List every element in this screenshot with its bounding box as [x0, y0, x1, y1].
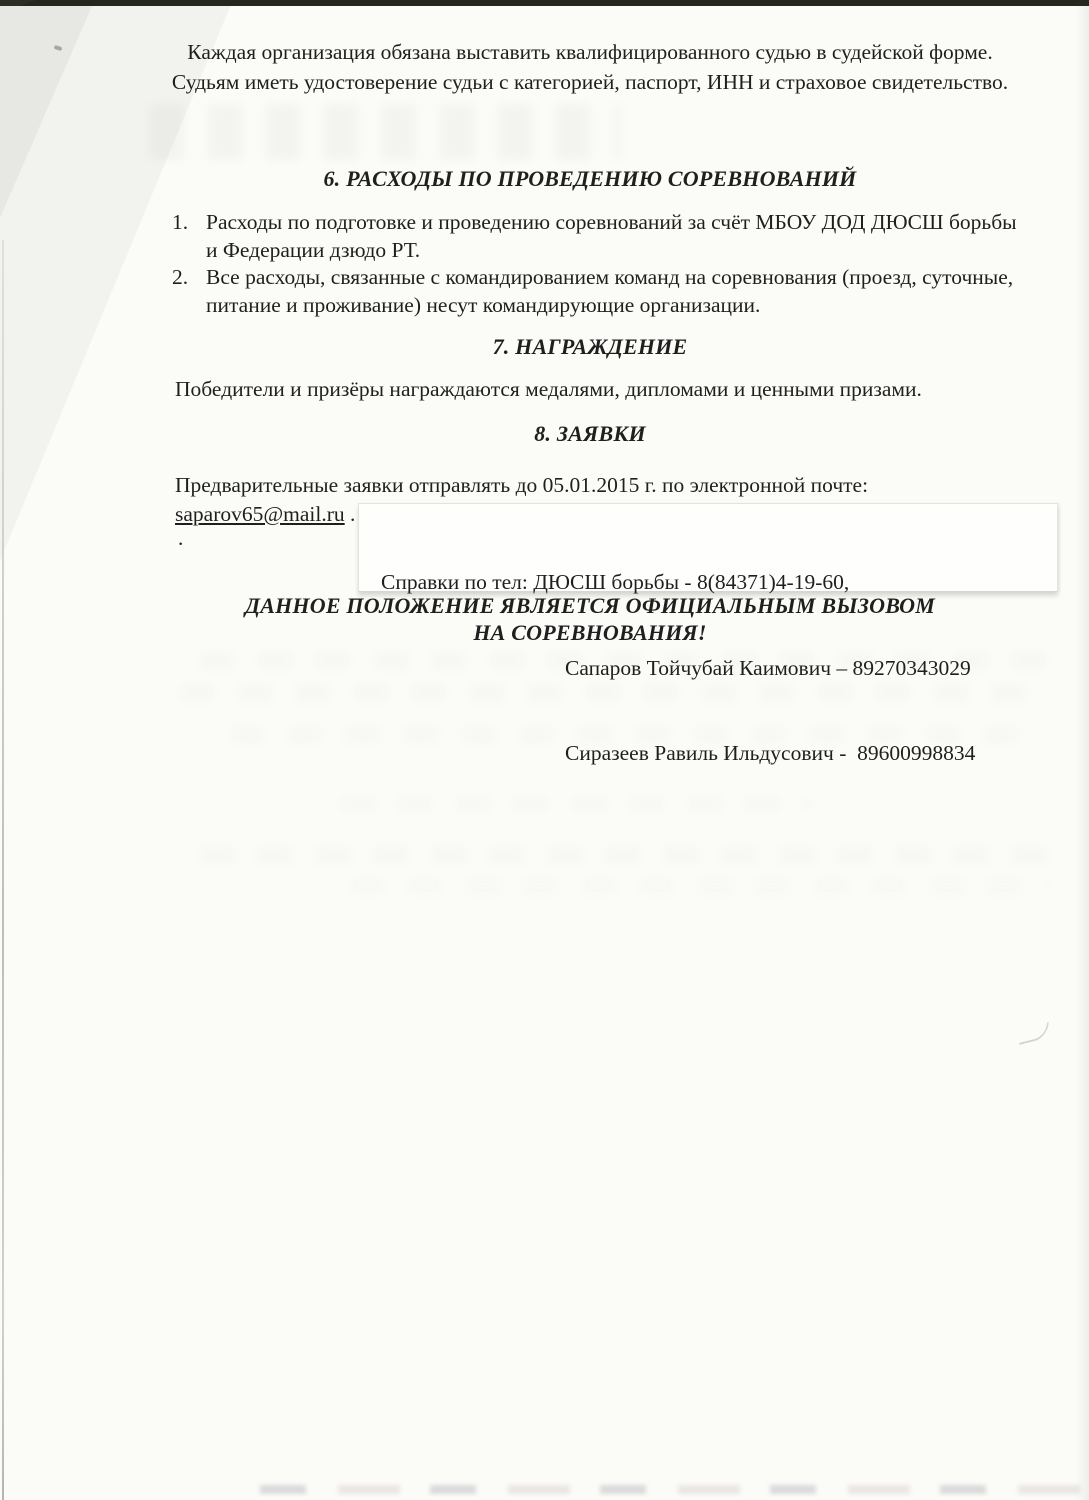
scan-bleedthrough-bottom	[260, 1485, 1083, 1494]
intro-line-2: Судьям иметь удостоверение судьи с категорией, паспорт, ИНН и страховое свидетельство.	[171, 70, 1009, 94]
list-item-text: Все расходы, связанные с командированием команд на соревнования (проезд, суточные, питание и проживание) несут командирующие организации.	[206, 265, 1014, 317]
stray-period: .	[178, 526, 184, 550]
scan-bleedthrough-artifact	[200, 846, 1050, 864]
page-edge-shading	[1075, 0, 1089, 1500]
section-8-heading: 8. ЗАЯВКИ	[534, 421, 646, 446]
scanner-edge-top	[0, 0, 1089, 6]
list-item	[172, 209, 1028, 264]
list-item-text: Расходы по подготовке и проведению соревнований за счёт МБОУ ДОД ДЮСШ борьбы и Федерации дзюдо РТ.	[206, 210, 1017, 262]
section-6-heading: 6. РАСХОДЫ ПО ПРОВЕДЕНИЮ СОРЕВНОВАНИЙ	[323, 166, 857, 191]
list-item	[172, 264, 1028, 319]
scan-bleedthrough-artifact	[150, 104, 620, 160]
page-edge-line	[2, 240, 4, 1500]
awards-paragraph: Победители и призёры награждаются медалями, дипломами и ценными призами.	[175, 377, 922, 401]
section-7-heading: 7. НАГРАЖДЕНИЕ	[492, 334, 688, 359]
official-call-line-2: НА СОРЕВНОВАНИЯ!	[473, 620, 707, 645]
official-call-statement	[100, 592, 1080, 646]
contact-person-1: Сапаров Тойчубай Каимович – 89270343029	[565, 655, 971, 680]
email-suffix: .	[344, 502, 356, 526]
email-address: saparov65@mail.ru	[175, 502, 345, 526]
list-item-number: 2.	[172, 265, 189, 289]
applications-text: Предварительные заявки отправлять до 05.01.2015 г. по электронной почте:	[175, 473, 869, 497]
pencil-mark	[1019, 1022, 1049, 1045]
list-item-number: 1.	[172, 210, 189, 234]
expenses-list	[172, 209, 1028, 319]
official-call-line-1: ДАННОЕ ПОЛОЖЕНИЕ ЯВЛЯЕТСЯ ОФИЦИАЛЬНЫМ ВЫЗОВОМ	[245, 593, 935, 618]
scan-bleedthrough-artifact	[350, 878, 1050, 894]
contact-phone-line: Справки по тел: ДЮСШ борьбы - 8(84371)4-19-60,	[381, 570, 850, 594]
intro-paragraph	[100, 37, 1080, 97]
intro-line-1: Каждая организация обязана выставить квалифицированного судью в судейской форме.	[187, 40, 993, 64]
contact-person-2: Сиразеев Равиль Ильдусович - 89600998834	[565, 741, 976, 765]
